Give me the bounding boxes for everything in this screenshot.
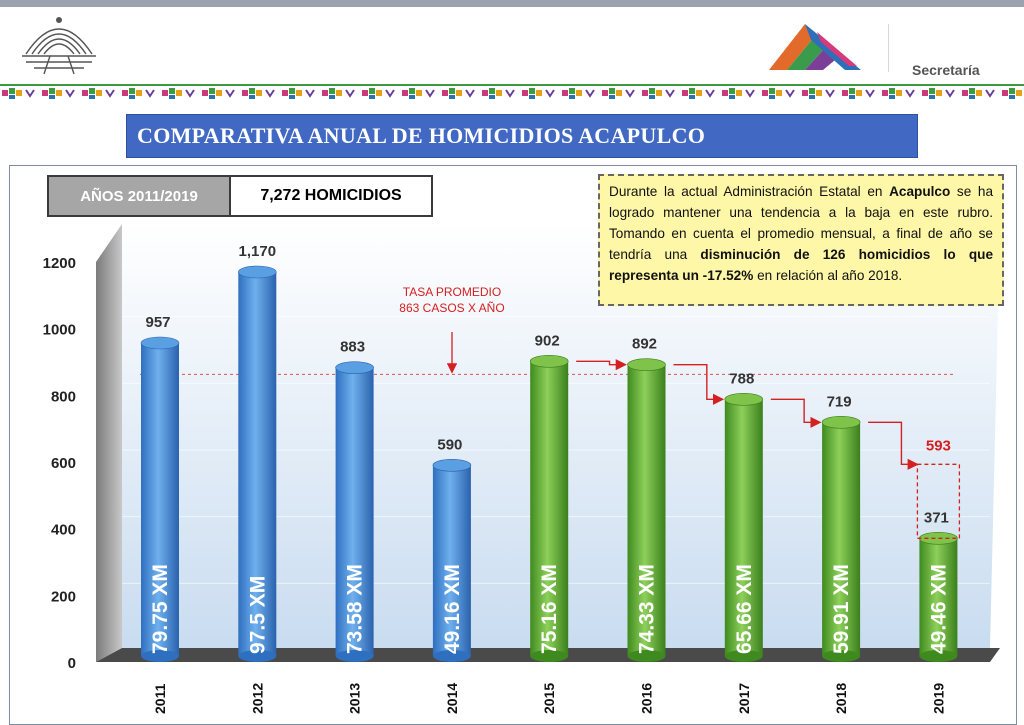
bar-top [530, 355, 568, 367]
y-tick-label: 400 [50, 521, 76, 539]
value-label: 590 [437, 436, 463, 454]
monthly-average-label: 79.75 XM [149, 564, 172, 654]
monthly-average-label: 74.33 XM [635, 564, 659, 654]
bar-top [238, 266, 276, 278]
average-label-line1: TASA PROMEDIO [402, 285, 502, 299]
monthly-average-label: 65.66 XM [732, 564, 756, 654]
monthly-average-label: 49.46 XM [927, 564, 951, 654]
x-tick-label: 2018 [833, 682, 850, 714]
note-text-3: en relación al año 2018. [753, 268, 903, 283]
x-tick-label: 2019 [930, 682, 947, 714]
y-tick-label: 600 [50, 455, 76, 472]
monthly-average-label: 49.16 XM [440, 564, 464, 654]
bar-top [433, 459, 471, 471]
y-tick-label: 200 [50, 588, 76, 606]
note-bold-1: Acapulco [889, 184, 951, 199]
value-label: 1,170 [238, 243, 277, 260]
monthly-average-label: 59.91 XM [830, 564, 854, 654]
page-title: COMPARATIVA ANUAL DE HOMICIDIOS ACAPULCO [137, 123, 706, 148]
value-label: 883 [340, 338, 366, 356]
note-text-2: se ha logrado mantener una tendencia a la baja en este rubro. Tomando en cuenta el promedio mensual, a final de año se tendría una [609, 184, 993, 262]
x-tick-label: 2011 [152, 683, 168, 714]
note-bold-2: disminución de 126 homicidios lo que representa un -17.52% [609, 247, 993, 283]
value-label: 957 [145, 314, 171, 331]
projection-label: 593 [925, 437, 951, 455]
note-box [598, 174, 1004, 306]
monthly-average-label: 97.5 XM [246, 575, 270, 654]
note-text-1: Durante la actual Administración Estatal en [609, 184, 890, 199]
y-tick-label: 1000 [42, 321, 76, 339]
total-homicides-label: 7,272 HOMICIDIOS [231, 177, 431, 215]
x-tick-label: 2014 [443, 682, 460, 714]
bar-top [725, 393, 763, 405]
monthly-average-label: 75.16 XM [538, 564, 562, 654]
period-label: AÑOS 2011/2019 [49, 177, 231, 215]
x-tick-label: 2016 [638, 682, 655, 714]
y-tick-label: 0 [67, 655, 76, 672]
y-tick-label: 800 [50, 388, 76, 406]
bar-top [628, 359, 666, 371]
bar-top [336, 362, 374, 374]
chart-side-wall [96, 224, 122, 662]
x-tick-label: 2015 [541, 682, 558, 714]
y-tick-label: 1200 [42, 255, 76, 272]
agency-name: Secretaría [912, 62, 980, 78]
monthly-average-label: 73.58 XM [343, 564, 367, 654]
bar-top [822, 416, 860, 428]
x-tick-label: 2012 [249, 682, 266, 714]
average-label-line2: 863 CASOS X AÑO [399, 301, 505, 315]
value-label: 902 [534, 332, 560, 350]
x-tick-label: 2013 [346, 682, 363, 714]
value-label: 371 [923, 509, 949, 527]
value-label: 719 [826, 393, 852, 411]
value-label: 892 [631, 335, 658, 353]
summary-box [47, 175, 433, 217]
x-tick-label: 2017 [735, 682, 752, 714]
bar-top [141, 337, 179, 349]
value-label: 788 [729, 370, 755, 388]
